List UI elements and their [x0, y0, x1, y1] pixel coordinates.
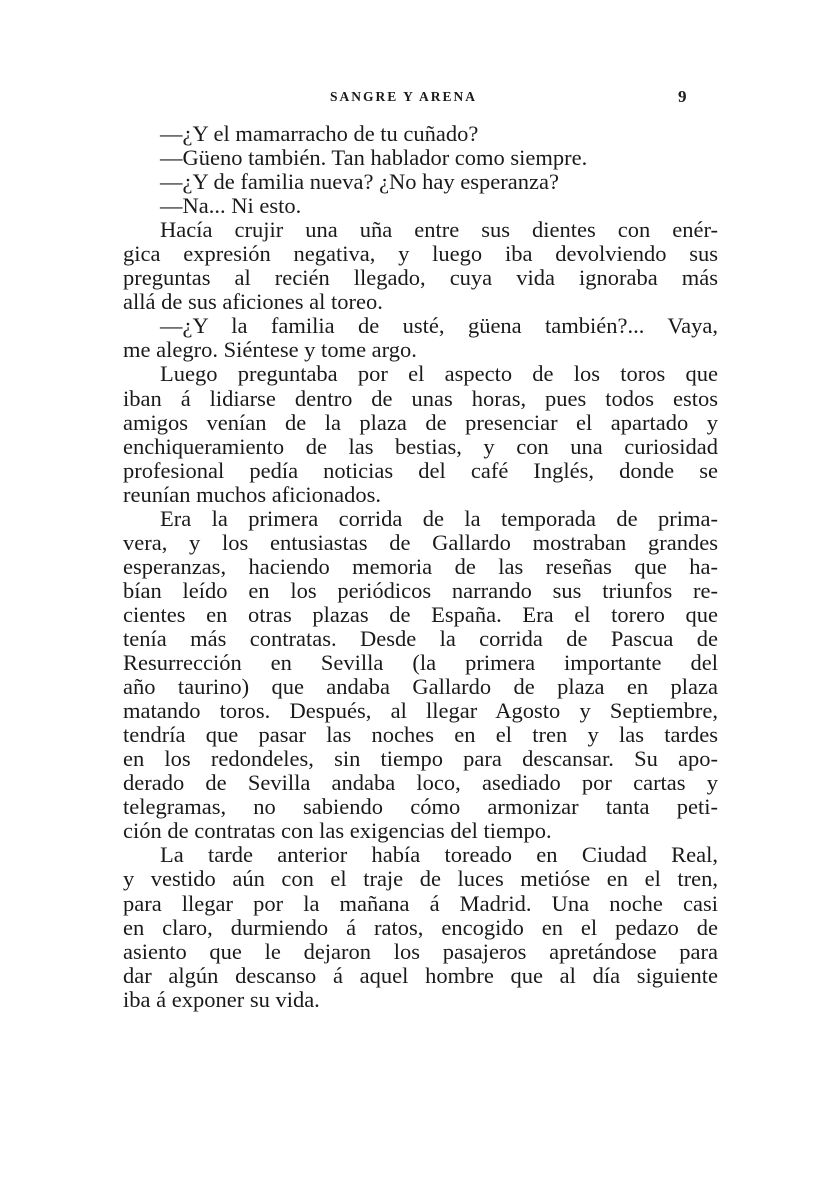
running-title: SANGRE Y ARENA	[330, 89, 478, 104]
text-line: enchiqueramiento de las bestias, y con una curiosidad	[123, 433, 718, 459]
text-line: —¿Y el mamarracho de tu cuñado?	[160, 121, 479, 146]
text-line: vera, y los entusiastas de Gallardo mostraban grandes	[123, 529, 718, 555]
text-line: bían leído en los periódicos narrando sus triunfos re-	[123, 577, 718, 603]
running-header	[0, 89, 840, 109]
text-line: dar algún descanso á aquel hombre que al día siguiente	[123, 962, 718, 988]
text-line: amigos venían de la plaza de presenciar el apartado y	[123, 409, 718, 435]
text-line: me alegro. Siéntese y tome argo.	[123, 337, 417, 363]
text-line: —¿Y la familia de usté, güena también?... Vaya,	[160, 313, 718, 339]
text-line: tendría que pasar las noches en el tren y las tardes	[123, 722, 718, 748]
text-line: —Güeno también. Tan hablador como siempre.	[160, 145, 588, 171]
text-line: profesional pedía noticias del café Inglés, donde se	[123, 457, 718, 483]
text-line: Resurrección en Sevilla (la primera importante del	[123, 650, 718, 676]
text-line: preguntas al recién llegado, cuya vida ignoraba más	[123, 265, 718, 291]
text-line: en claro, durmiendo á ratos, encogido en el pedazo de	[123, 914, 718, 940]
text-line: Luego preguntaba por el aspecto de los toros que	[160, 361, 718, 387]
text-line: en los redondeles, sin tiempo para descansar. Su apo-	[123, 746, 718, 772]
text-line: Hacía crujir una uña entre sus dientes con enér-	[160, 217, 718, 243]
text-line: matando toros. Después, al llegar Agosto y Septiembre,	[123, 698, 718, 724]
text-line: ción de contratas con las exigencias del tiempo.	[123, 818, 552, 844]
text-line: esperanzas, haciendo memoria de las reseñas que ha-	[123, 553, 718, 579]
text-line: iba á exponer su vida.	[123, 986, 320, 1012]
text-line: reunían muchos aficionados.	[123, 481, 382, 507]
text-line: —¿Y de familia nueva? ¿No hay esperanza?	[160, 169, 559, 195]
page-number: 9	[678, 87, 687, 106]
body-text	[123, 122, 718, 1012]
text-line: La tarde anterior había toreado en Ciudad Real,	[160, 842, 718, 868]
text-line: telegramas, no sabiendo cómo armonizar tanta peti-	[123, 794, 718, 820]
text-line: cientes en otras plazas de España. Era el torero que	[123, 601, 718, 627]
text-line: para llegar por la mañana á Madrid. Una noche casi	[123, 890, 718, 916]
text-line: asiento que le dejaron los pasajeros apretándose para	[123, 938, 718, 964]
text-line: tenía más contratas. Desde la corrida de Pascua de	[123, 625, 718, 651]
text-line: derado de Sevilla andaba loco, asediado por cartas y	[123, 770, 718, 796]
text-line: —Na... Ni esto.	[160, 193, 302, 219]
text-line: iban á lidiarse dentro de unas horas, pues todos estos	[123, 385, 718, 411]
text-line: gica expresión negativa, y luego iba devolviendo sus	[123, 241, 718, 267]
text-line: allá de sus aficiones al toreo.	[123, 289, 383, 315]
text-line: y vestido aún con el traje de luces metióse en el tren,	[123, 866, 718, 892]
text-line: año taurino) que andaba Gallardo de plaza en plaza	[123, 674, 718, 700]
text-line: Era la primera corrida de la temporada de prima-	[160, 505, 718, 531]
